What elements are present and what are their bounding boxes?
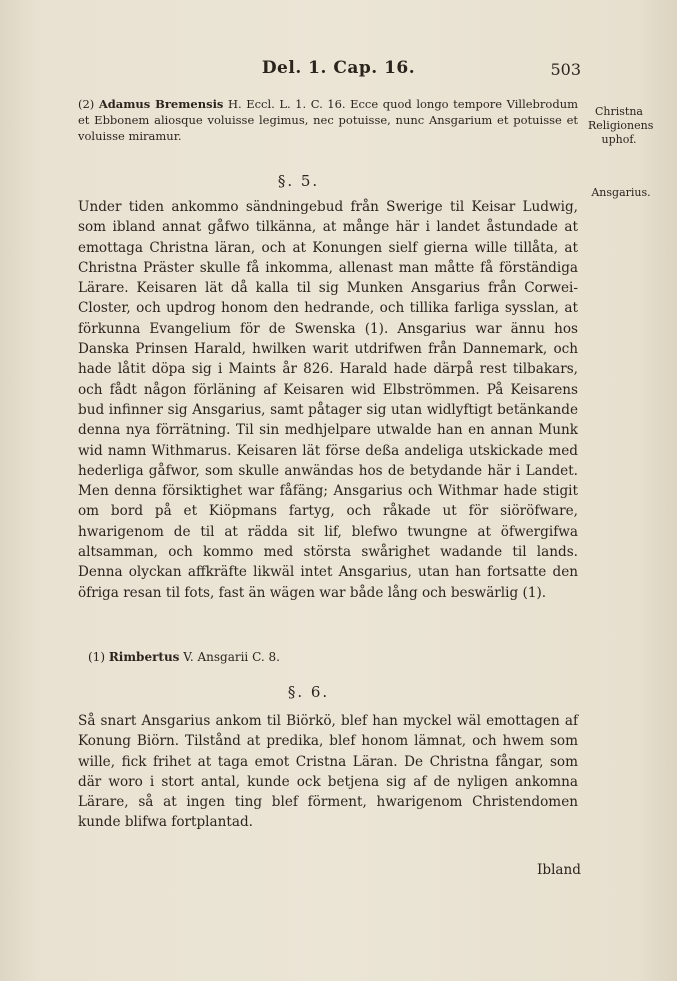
section-5-body [78, 197, 578, 603]
footnote-marker: (2) [78, 97, 95, 111]
section-heading-6: §. 6. [287, 683, 330, 701]
section-heading-5: §. 5. [277, 172, 320, 190]
page-header [0, 58, 677, 80]
section-6-body [78, 711, 578, 833]
paragraph: Under tiden ankommo sändningebud från Swerige til Keisar Ludwig, som ibland annat gåfwo tilkänna, at månge här i landet åstundade at emottaga Christna läran, och at Konungen sielf gierna wille tillåta, at Christna Präster skulle få inkomma, allenast man måtte få förständiga Lärare. Keisaren lät då kalla til sig Munken Ansgarius från Corwei-Closter, och updrog honom den hedrande, och tillika farliga sysslan, at förkunna Evangelium för de Swenska (1). Ansgarius war ännu hos Danska Prinsen Harald, hwilken warit utdrifwen från Dannemark, och hade låtit döpa sig i Maints år 826. Harald hade därpå rest tilbakars, och fådt någon förläning af Keisaren wid Elbströmmen. På Keisarens bud infinner sig Ansgarius, samt påtager sig utan widlyftigt betänkande denna nya förrätning. Til sin medhjelpare utwalde han en annan Munk wid namn Withmarus. Keisaren lät förse deßa andeliga utskickade med hederliga gåfwor, som skulle anwändas hos de betydande här i Landet. Men denna försiktighet war fåfäng; Ansgarius och Withmar hade stigit om bord på et Kiöpmans fartyg, och råkade ut för siöröfware, hwarigenom de til at rädda sit lif, blefwo twungne at öfwergifwa altsamman, och kommo med största swårighet wadande til lands. Denna olyckan affkräfte likwäl intet Ansgarius, utan han fortsatte den öfriga resan til fots, fast än wägen war både lång och beswärlig (1). [78, 199, 578, 601]
paragraph: Så snart Ansgarius ankom til Biörkö, blef han myckel wäl emottagen af Konung Biörn. Tilstånd at predika, blef honom lämnat, och hwem som wille, fick frihet at taga emot Cristna Läran. De Christna fångar, som där woro i stort antal, kunde ock betjena sig af de nyligen ankomna Lärare, så at ingen ting blef förment, hwarigenom Christendomen kunde blifwa fortplantad. [78, 713, 578, 831]
footnote-bottom [88, 650, 280, 664]
footnote-author: Adamus Bremensis [98, 97, 224, 111]
margin-note-ansgarius: Ansgarius. [591, 186, 651, 199]
catchword: Ibland [537, 862, 581, 878]
footnote-text: V. Ansgarii C. 8. [183, 650, 280, 664]
footnote-marker: (1) [88, 650, 105, 664]
page-number: 503 [550, 60, 581, 79]
footnote-author: Rimbertus [108, 650, 180, 664]
running-title: Del. 1. Cap. 16. [261, 58, 416, 78]
margin-note-religion: Christna Religionens uphof. [588, 105, 654, 146]
footnote-text: H. Eccl. L. 1. C. 16. Ecce quod longo tempore Villebrodum et Ebbonem aliosque voluisse legimus, nec potuisse, nunc Ansgarium et potuisse et voluisse miramur. [78, 97, 579, 143]
footnote-top [78, 96, 578, 144]
